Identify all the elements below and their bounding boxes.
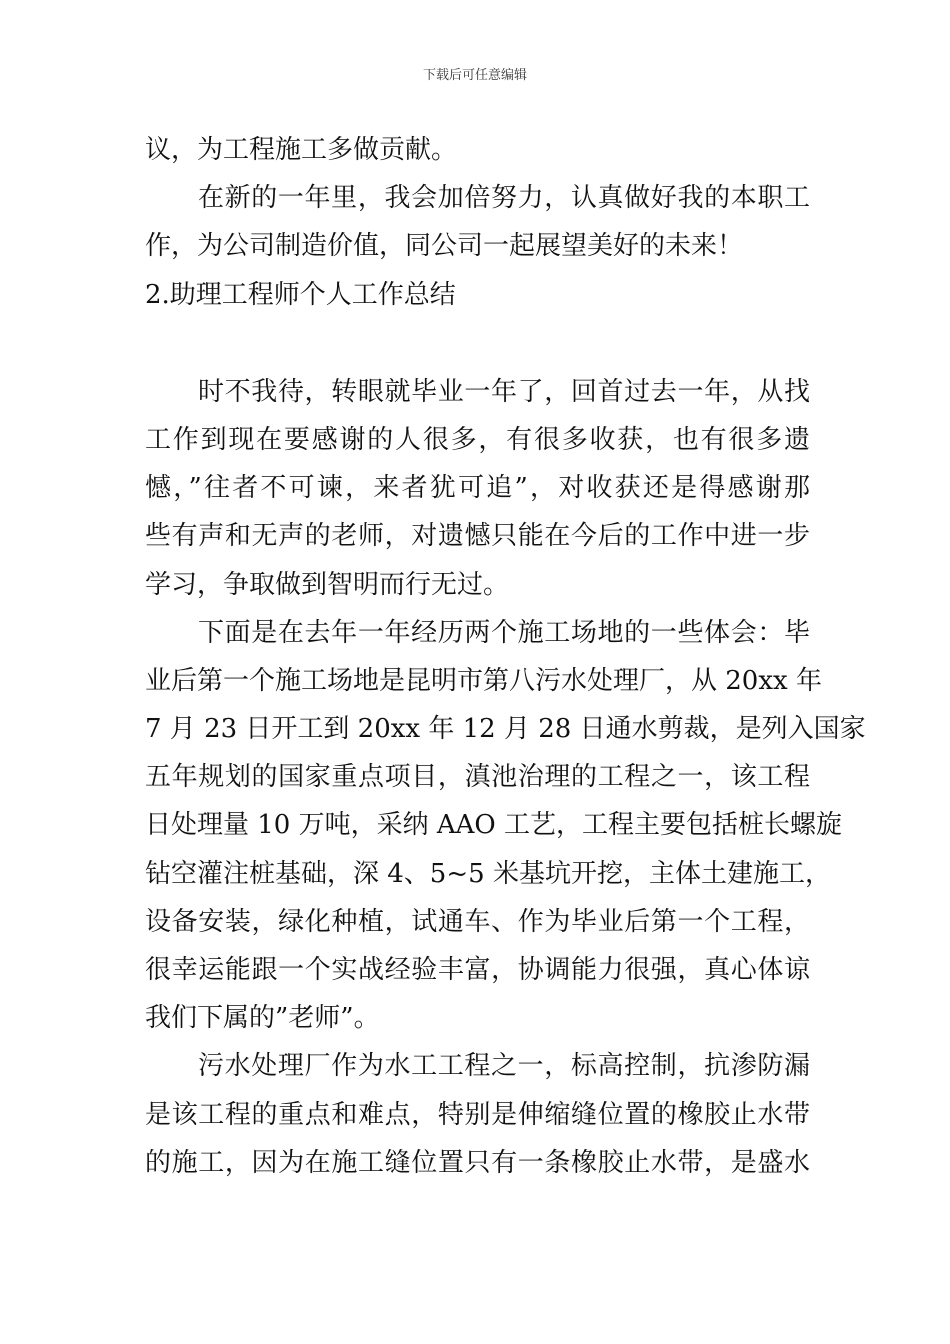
text-line: 日处理量 10 万吨，采纳 AAO 工艺，工程主要包括桩长螺旋 [145, 810, 843, 841]
text-line: 学习，争取做到智明而行无过。 [145, 569, 510, 600]
text-line: 工作到现在要感谢的人很多，有很多收获，也有很多遗 [145, 424, 810, 455]
section-heading: 2.助理工程师个人工作总结 [145, 279, 456, 310]
document-body [145, 126, 866, 1187]
text-line: 议，为工程施工多做贡献。 [145, 135, 458, 165]
text-line: 7 月 23 日开工到 20xx 年 12 月 28 日通水剪裁，是列入国家 [145, 714, 866, 745]
text-line: 时不我待，转眼就毕业一年了，回首过去一年，从找 [198, 376, 810, 407]
text-line: 憾，”往者不可谏，来者犹可追”，对收获还是得感谢那 [145, 473, 810, 504]
text-line: 污水处理厂作为水工工程之一，标高控制，抗渗防漏 [198, 1051, 810, 1082]
text-line: 我们下属的”老师”。 [145, 1003, 380, 1034]
text-line: 下面是在去年一年经历两个施工场地的一些体会：毕 [198, 617, 810, 648]
text-line: 设备安装，绿化种植，试通车、作为毕业后第一个工程， [145, 906, 810, 937]
text-line: 是该工程的重点和难点，特别是伸缩缝位置的橡胶止水带 [145, 1099, 810, 1130]
text-line: 钻空灌注桩基础，深 4、5~5 米基坑开挖，主体土建施工， [145, 858, 831, 889]
text-line: 五年规划的国家重点项目，滇池治理的工程之一，该工程 [145, 762, 810, 793]
blank-spacer [145, 319, 810, 368]
text-line: 些有声和无声的老师，对遗憾只能在今后的工作中进一步 [145, 521, 810, 552]
text-line: 作，为公司制造价值，同公司一起展望美好的未来！ [145, 231, 744, 262]
text-line: 很幸运能跟一个实战经验丰富，协调能力很强，真心体谅 [145, 955, 810, 985]
text-line: 业后第一个施工场地是昆明市第八污水处理厂，从 20xx 年 [145, 665, 822, 696]
page-header: 下载后可任意编辑 [422, 68, 527, 83]
text-line: 的施工，因为在施工缝位置只有一条橡胶止水带，是盛水 [145, 1147, 810, 1178]
text-line: 在新的一年里，我会加倍努力，认真做好我的本职工 [198, 183, 810, 214]
